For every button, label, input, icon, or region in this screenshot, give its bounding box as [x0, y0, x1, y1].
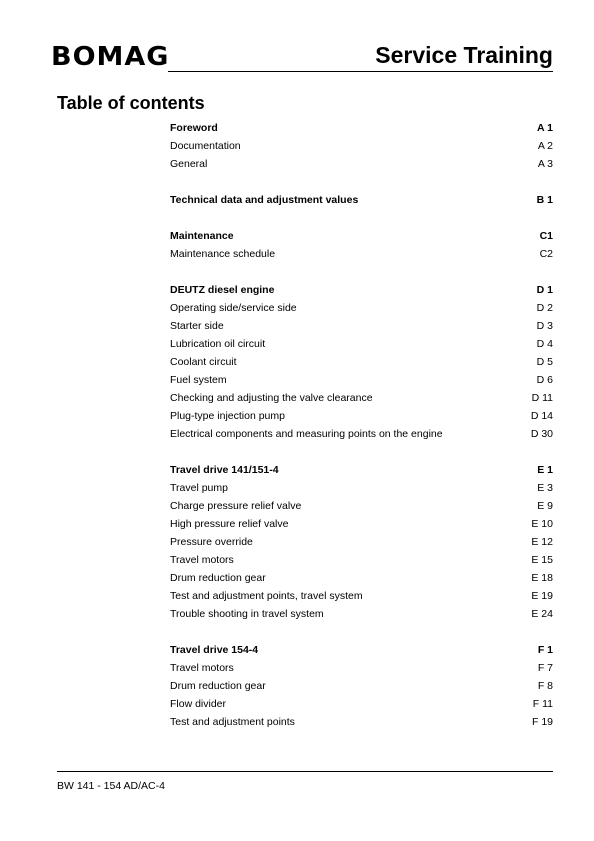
- toc-entry: [170, 335, 553, 353]
- toc-entry-page: E 15: [531, 554, 553, 566]
- toc-section-heading: [170, 641, 553, 659]
- toc-entry: [170, 299, 553, 317]
- header-title: Service Training: [375, 42, 553, 68]
- toc-entry: [170, 605, 553, 623]
- toc-entry-label: Travel drive 141/151-4: [170, 464, 279, 476]
- toc-entry-label: Plug-type injection pump: [170, 410, 285, 422]
- toc-entry-label: Lubrication oil circuit: [170, 338, 266, 350]
- toc-section-heading: [170, 227, 553, 245]
- toc-entry-page: D 2: [536, 302, 553, 314]
- toc-entry-page: D 1: [536, 284, 553, 296]
- toc-entry-page: A 2: [537, 140, 553, 152]
- toc-section-heading: [170, 191, 553, 209]
- toc-entry-label: High pressure relief valve: [170, 518, 289, 530]
- toc-entry-page: D 4: [536, 338, 553, 350]
- toc-entry-page: F 8: [537, 680, 553, 692]
- toc-entry: [170, 425, 553, 443]
- toc-entry-label: Starter side: [170, 320, 224, 332]
- table-of-contents: [170, 119, 553, 731]
- toc-entry-label: Technical data and adjustment values: [170, 194, 359, 206]
- toc-entry: [170, 245, 553, 263]
- toc-entry: [170, 497, 553, 515]
- toc-entry-page: E 18: [531, 572, 553, 584]
- toc-entry-page: C1: [539, 230, 553, 242]
- toc-entry: [170, 389, 553, 407]
- toc-section-heading: [170, 281, 553, 299]
- toc-entry-label: Maintenance: [170, 230, 234, 242]
- header-divider: [168, 71, 553, 72]
- toc-entry: [170, 407, 553, 425]
- toc-entry: [170, 587, 553, 605]
- toc-entry: [170, 155, 553, 173]
- page-title: Table of contents: [57, 93, 205, 113]
- toc-entry-page: D 5: [536, 356, 553, 368]
- toc-entry-label: Flow divider: [170, 698, 227, 710]
- toc-entry: [170, 551, 553, 569]
- toc-entry: [170, 659, 553, 677]
- toc-entry-label: Operating side/service side: [170, 302, 297, 314]
- footer-divider: [57, 771, 553, 772]
- toc-entry-label: Pressure override: [170, 536, 253, 548]
- toc-entry-label: Charge pressure relief valve: [170, 500, 302, 512]
- toc-entry-page: C2: [539, 248, 553, 260]
- toc-entry: [170, 137, 553, 155]
- toc-entry-page: E 24: [531, 608, 553, 620]
- toc-entry-page: D 6: [536, 374, 553, 386]
- toc-entry-label: Coolant circuit: [170, 356, 237, 368]
- toc-entry-label: Checking and adjusting the valve clearance: [170, 392, 373, 404]
- toc-entry-label: Drum reduction gear: [170, 572, 266, 584]
- toc-entry: [170, 479, 553, 497]
- toc-entry-page: E 19: [531, 590, 553, 602]
- toc-section-heading: [170, 119, 553, 137]
- toc-entry-label: Test and adjustment points: [170, 716, 295, 728]
- toc-entry-page: A 3: [537, 158, 553, 170]
- toc-entry-label: Travel motors: [170, 554, 234, 566]
- toc-entry-label: Test and adjustment points, travel system: [170, 590, 363, 602]
- toc-entry-label: DEUTZ diesel engine: [170, 284, 275, 296]
- toc-entry-label: Maintenance schedule: [170, 248, 276, 260]
- toc-entry-page: B 1: [536, 194, 553, 206]
- toc-entry-page: D 11: [531, 392, 553, 404]
- toc-entry: [170, 569, 553, 587]
- toc-entry-label: Travel motors: [170, 662, 234, 674]
- toc-entry-page: F 19: [531, 716, 553, 728]
- toc-entry-page: D 30: [530, 428, 553, 440]
- toc-entry-label: Drum reduction gear: [170, 680, 266, 692]
- toc-entry: [170, 371, 553, 389]
- toc-entry-page: A 1: [537, 122, 553, 134]
- toc-entry-label: Travel drive 154-4: [170, 644, 259, 656]
- toc-entry-page: F 7: [537, 662, 553, 674]
- toc-entry-label: General: [170, 158, 208, 170]
- toc-entry-page: E 1: [537, 464, 553, 476]
- toc-entry-label: Travel pump: [170, 482, 228, 494]
- toc-entry: [170, 515, 553, 533]
- toc-entry-label: Fuel system: [170, 374, 227, 386]
- toc-entry: [170, 353, 553, 371]
- toc-entry-label: Foreword: [170, 122, 218, 134]
- toc-entry-page: E 12: [531, 536, 553, 548]
- toc-entry-page: E 10: [531, 518, 553, 530]
- toc-entry-label: Documentation: [170, 140, 241, 152]
- footer-model-label: BW 141 - 154 AD/AC-4: [57, 780, 165, 792]
- toc-entry: [170, 677, 553, 695]
- toc-entry-label: Electrical components and measuring points on the engine: [170, 428, 443, 440]
- toc-entry: [170, 533, 553, 551]
- toc-entry-page: D 3: [536, 320, 553, 332]
- toc-entry-page: E 9: [537, 500, 553, 512]
- toc-entry-page: F 1: [537, 644, 553, 656]
- toc-entry-page: F 11: [532, 698, 553, 710]
- toc-entry-page: D 14: [530, 410, 553, 422]
- toc-entry: [170, 713, 553, 731]
- toc-section-heading: [170, 461, 553, 479]
- bomag-logo: BOMAG: [51, 42, 170, 72]
- toc-entry-page: E 3: [537, 482, 553, 494]
- toc-entry: [170, 317, 553, 335]
- toc-entry-label: Trouble shooting in travel system: [170, 608, 324, 620]
- toc-entry: [170, 695, 553, 713]
